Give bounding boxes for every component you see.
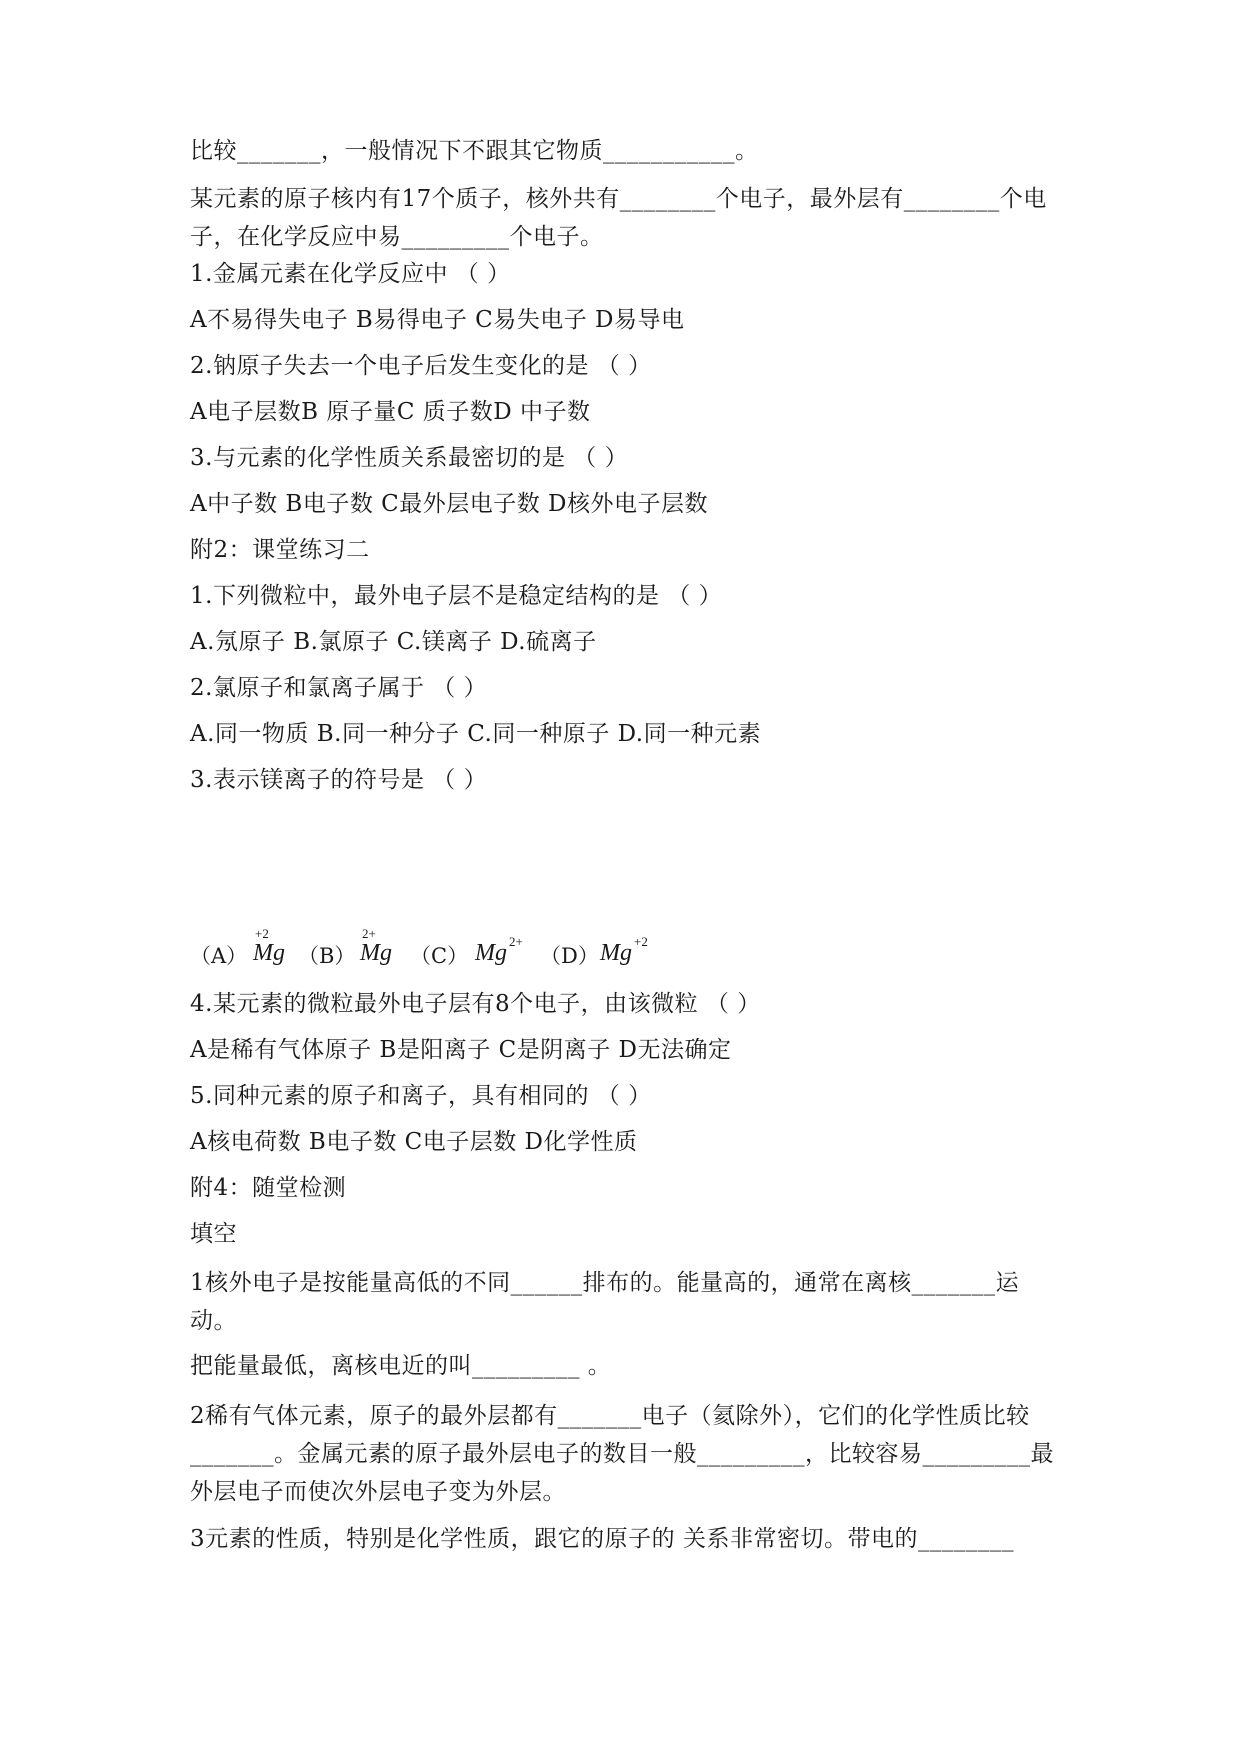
section-subheading-fill-blank: 填空 [190,1221,237,1247]
text-line-1: 比较_______，一般情况下不跟其它物质___________。 [190,138,759,164]
section-heading-appendix-4: 附4：随堂检测 [190,1175,347,1201]
formula-b [360,926,392,967]
question-3-options: A中子数 B电子数 C最外层电子数 D核外电子层数 [190,491,708,517]
exercise-4: 4.某元素的微粒最外电子层有8个电子，由该微粒 （ ） [190,991,761,1017]
fill-blank-3: 3元素的性质，特别是化学性质，跟它的原子的 关系非常密切。带电的________ [190,1526,1014,1552]
exercise-5-options: A核电荷数 B电子数 C电子层数 D化学性质 [190,1129,638,1155]
exercise-1: 1.下列微粒中，最外电子层不是稳定结构的是 （ ） [190,583,723,609]
question-2: 2.钠原子失去一个电子后发生变化的是 （ ） [190,353,652,379]
formula-d-charge: +2 [634,934,648,949]
formula-c-symbol: Mg [475,940,507,966]
formula-a-charge: +2 [255,926,269,941]
formula-b-symbol: Mg [360,940,392,966]
fill-blank-2: 2稀有气体元素，原子的最外层都有_______电子（氦除外），它们的化学性质比较_______。金属元素的原子最外层电子的数目一般_________，比较容易_________最外层电子而使次外层电子变为外层。 [190,1403,1054,1505]
formula-d-symbol: Mg [600,940,632,966]
question-3: 3.与元素的化学性质关系最密切的是 （ ） [190,445,629,471]
formula-a [253,926,285,967]
option-c-label: （C） [410,944,469,968]
exercise-4-options: A是稀有气体原子 B是阳离子 C是阴离子 D无法确定 [190,1037,732,1063]
formula-d [600,934,648,967]
text-line-2: 某元素的原子核内有17个质子，核外共有________个电子，最外层有________个电子，在化学反应中易_________个电子。 [190,186,1047,250]
question-2-options: A电子层数B 原子量C 质子数D 中子数 [190,399,591,425]
exercise-1-options: A.氖原子 B.氯原子 C.镁离子 D.硫离子 [190,629,597,655]
formula-c-charge: 2+ [509,934,523,949]
formula-b-charge: 2+ [362,926,376,941]
exercise-3-options [190,918,890,978]
formula-c [475,934,523,967]
formula-a-symbol: Mg [253,940,285,966]
option-d-label: （D） [540,944,599,968]
exercise-2: 2.氯原子和氯离子属于 （ ） [190,675,488,701]
exercise-3: 3.表示镁离子的符号是 （ ） [190,767,488,793]
exercise-2-options: A.同一物质 B.同一种分子 C.同一种原子 D.同一种元素 [190,721,762,747]
fill-blank-1: 1核外电子是按能量高低的不同______排布的。能量高的，通常在离核_______运动。 [190,1270,1020,1334]
question-1: 1.金属元素在化学反应中 （ ） [190,261,511,287]
question-1-options: A不易得失电子 B易得电子 C易失电子 D易导电 [190,307,685,333]
option-b-label: （B） [298,944,356,968]
option-a-label: （A） [190,944,248,968]
exercise-5: 5.同种元素的原子和离子，具有相同的 （ ） [190,1083,652,1109]
section-heading-appendix-2: 附2：课堂练习二 [190,537,370,563]
fill-blank-1-cont: 把能量最低，离核电近的叫_________ 。 [190,1353,612,1379]
